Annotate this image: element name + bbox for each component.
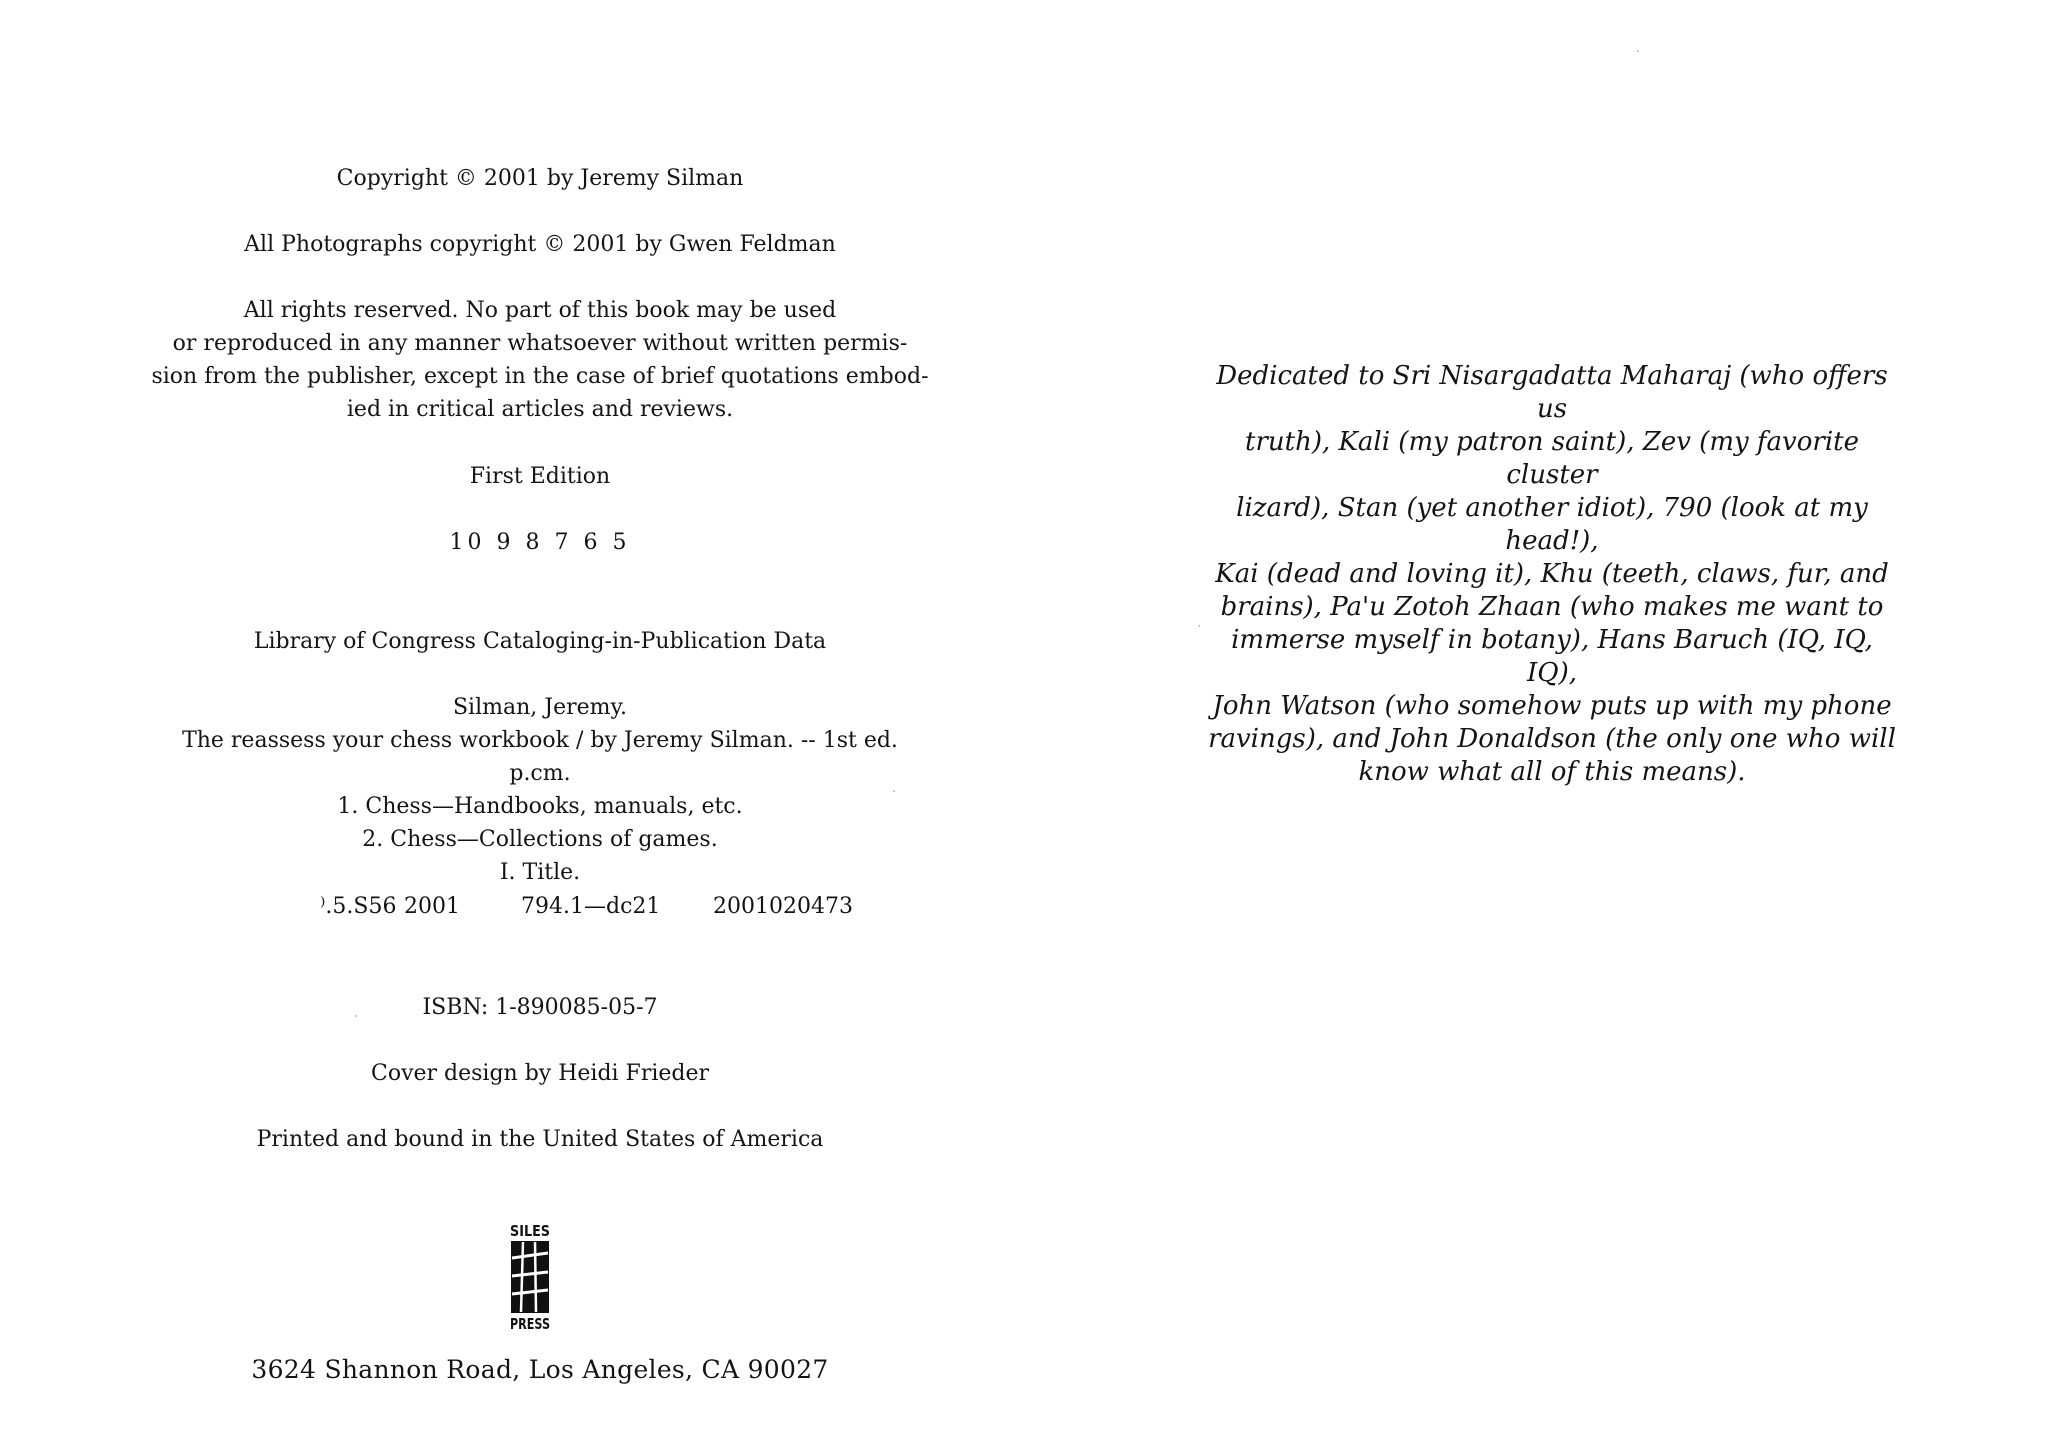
scan-speck — [1637, 50, 1639, 52]
dedication-line-2: truth), Kali (my patron saint), Zev (my favorite cluster — [1245, 427, 1859, 490]
dedication-line-9: know what all of this means). — [1358, 757, 1746, 787]
dedication-line-3: lizard), Stan (yet another idiot), 790 (look at my head!), — [1236, 493, 1868, 556]
logo-top-text: SILES — [510, 1222, 550, 1240]
cip-dewey: 794.1—dc21 — [521, 894, 661, 919]
dedication-page — [1080, 0, 2048, 1448]
rights-line-1: All rights reserved. No part of this book may be used — [243, 298, 837, 323]
siles-press-logo — [505, 1220, 555, 1332]
printed-line: Printed and bound in the United States of America — [256, 1127, 824, 1152]
scan-speck — [893, 790, 895, 792]
siles-press-logo-mark — [505, 1220, 555, 1332]
edition-line: First Edition — [469, 464, 611, 489]
copyright-line: Copyright © 2001 by Jeremy Silman — [336, 166, 744, 191]
scan-speck — [1198, 625, 1200, 627]
dedication-line-8: ravings), and John Donaldson (the only one who will — [1208, 724, 1896, 754]
dedication-text — [1202, 360, 1902, 789]
dedication-line-4: Kai (dead and loving it), Khu (teeth, claws, fur, and — [1215, 559, 1889, 589]
cip-heading: Library of Congress Cataloging-in-Publication Data — [253, 629, 827, 654]
isbn-line: ISBN: 1-890085-05-7 — [422, 995, 658, 1020]
cip-title-entry: I. Title. — [499, 860, 581, 885]
cip-pagination: p.cm. — [509, 761, 571, 786]
cip-subject-2: 2. Chess—Collections of games. — [362, 827, 718, 852]
dedication-line-6: immerse myself in botany), Hans Baruch (IQ, IQ, IQ), — [1231, 625, 1873, 688]
scan-speck — [355, 1015, 357, 1017]
dedication-line-1: Dedicated to Sri Nisargadatta Maharaj (who offers us — [1216, 361, 1888, 424]
cip-lccn: 2001020473 — [713, 894, 853, 919]
publisher-address: 3624 Shannon Road, Los Angeles, CA 90027 — [251, 1355, 829, 1384]
rights-line-3: sion from the publisher, except in the case of brief quotations embod- — [151, 364, 929, 389]
rights-line-2: or reproduced in any manner whatsoever without written permis- — [172, 331, 908, 356]
cip-subject-1: 1. Chess—Handbooks, manuals, etc. — [337, 794, 743, 819]
cip-author: Silman, Jeremy. — [452, 695, 627, 720]
dedication-line-5: brains), Pa'u Zotoh Zhaan (who makes me want to — [1220, 592, 1884, 622]
printing-line: 10 9 8 7 6 5 — [449, 530, 631, 555]
cip-title: The reassess your chess workbook / by Jeremy Silman. -- 1st ed. — [182, 728, 898, 753]
logo-bottom-text: PRESS — [510, 1315, 550, 1333]
cip-year: 2001 — [404, 894, 460, 919]
cip-call-number: ⁾.5.S56 — [320, 894, 397, 919]
photo-copyright-line: All Photographs copyright © 2001 by Gwen Feldman — [244, 232, 836, 257]
dedication-line-7: John Watson (who somehow puts up with my phone — [1212, 691, 1892, 721]
cover-design-line: Cover design by Heidi Frieder — [370, 1061, 710, 1086]
rights-line-4: ied in critical articles and reviews. — [346, 397, 734, 422]
